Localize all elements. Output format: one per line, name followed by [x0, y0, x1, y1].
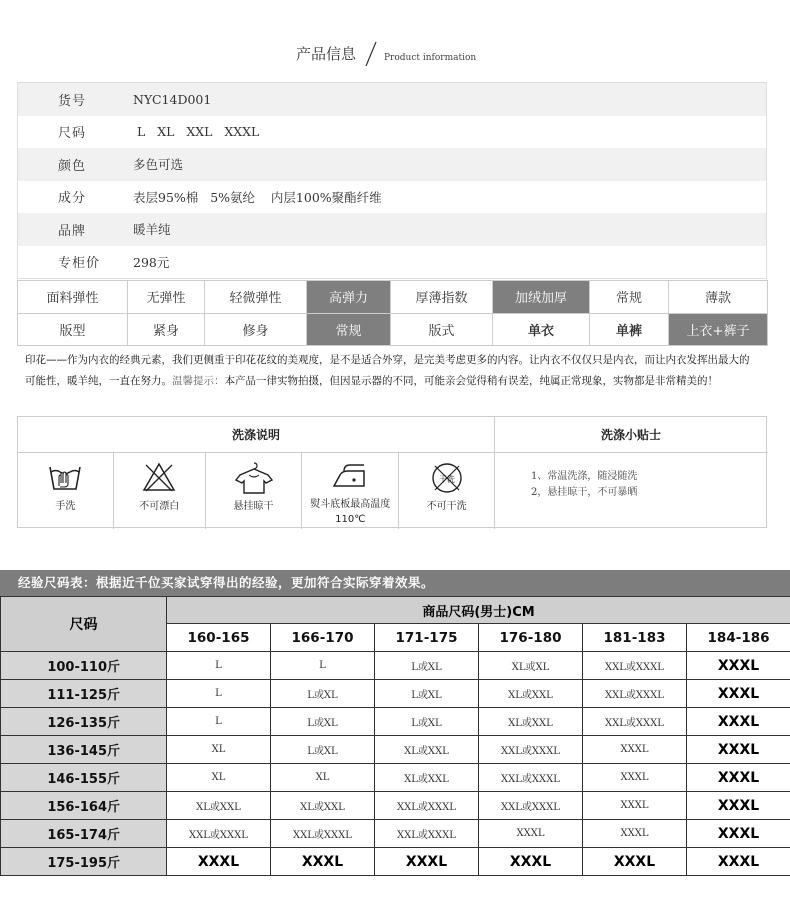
size-cell: XXXL — [375, 848, 479, 876]
size-cell: XL或XXL — [375, 736, 479, 764]
size-group-label: 商品尺码(男士)CM — [167, 597, 790, 624]
style-label: 版式 — [391, 313, 493, 346]
size-cell: XXXL — [583, 848, 687, 876]
info-row — [18, 181, 766, 214]
height-header: 160-165 — [167, 624, 271, 652]
info-value: 表层95%棉 5%氨纶 内层100%聚酯纤维 — [133, 189, 382, 205]
height-header: 176-180 — [479, 624, 583, 652]
size-row — [1, 848, 790, 876]
size-cell: L或XL — [375, 680, 479, 708]
care-tip: 2，悬挂晾干，不可暴晒 — [531, 487, 638, 498]
style-option: 单衣 — [493, 313, 590, 346]
info-key: 成分 — [58, 191, 87, 207]
no-bleach-icon — [141, 461, 177, 493]
no-dry-clean-icon — [429, 461, 465, 495]
size-cell: XXL或XXXL — [583, 708, 687, 736]
size-cell: XXL或XXXL — [479, 792, 583, 820]
properties-row — [18, 313, 768, 346]
size-cell: XXL或XXXL — [479, 764, 583, 792]
care-label: 手洗 — [55, 501, 76, 512]
size-cell: XL或XXL — [375, 764, 479, 792]
size-cell: XXL或XXXL — [583, 652, 687, 680]
weight-label: 146-155斤 — [1, 764, 167, 792]
size-cell: L或XL — [375, 708, 479, 736]
size-cell: XXL或XXXL — [271, 820, 375, 848]
description-tail: 本产品一律实物拍摄，但因显示器的不同，可能亲会觉得稍有误差，纯属正常现象，实物都是非常精美的！ — [224, 375, 718, 387]
care-item — [206, 453, 303, 529]
size-row — [1, 820, 790, 848]
size-cell: XXXL — [687, 764, 790, 792]
info-key: 专柜价 — [58, 256, 101, 272]
size-cell: L — [167, 708, 271, 736]
info-key: 货号 — [58, 93, 87, 109]
size-chart-banner: 经验尺码表：根据近千位买家试穿得出的经验，更加符合实际穿着效果。 — [0, 570, 790, 596]
care-item — [18, 453, 114, 529]
info-key: 颜色 — [58, 158, 87, 174]
size-cell: XXXL — [167, 848, 271, 876]
size-cell: XXL或XXXL — [375, 792, 479, 820]
size-cell: XXXL — [687, 708, 790, 736]
size-cell: XXXL — [687, 848, 790, 876]
elasticity-option-selected: 高弹力 — [307, 281, 391, 314]
info-row — [18, 148, 766, 181]
size-cell: XL — [167, 736, 271, 764]
weight-label: 156-164斤 — [1, 792, 167, 820]
hand-wash-icon — [47, 461, 83, 493]
warm-tip-label: 温馨提示： — [172, 375, 225, 387]
fit-option: 修身 — [205, 313, 307, 346]
size-cell: XL — [271, 764, 375, 792]
heading-title: 产品信息 — [296, 45, 357, 63]
care-label: 熨斗底板最高温度110℃ — [310, 499, 391, 525]
care-item — [399, 453, 494, 529]
size-cell: L或XL — [271, 736, 375, 764]
size-cell: L或XL — [271, 680, 375, 708]
info-value: NYC14D001 — [133, 91, 212, 107]
care-label: 不可漂白 — [139, 501, 180, 512]
size-cell: XXXL — [583, 736, 687, 764]
size-row — [1, 764, 790, 792]
elasticity-option: 无弹性 — [128, 281, 205, 314]
info-value: 暖羊纯 — [133, 222, 171, 238]
elasticity-label: 面料弹性 — [18, 281, 128, 314]
info-value: 多色可选 — [133, 157, 184, 173]
size-cell: XXXL — [687, 652, 790, 680]
info-key: 品牌 — [58, 223, 87, 239]
height-header: 181-183 — [583, 624, 687, 652]
height-header: 171-175 — [375, 624, 479, 652]
size-corner-label: 尺码 — [1, 597, 167, 652]
weight-label: 175-195斤 — [1, 848, 167, 876]
size-cell: XL或XXL — [271, 792, 375, 820]
weight-label: 111-125斤 — [1, 680, 167, 708]
iron-icon — [330, 461, 370, 491]
size-cell: XXXL — [687, 736, 790, 764]
size-cell: L — [167, 652, 271, 680]
height-header: 166-170 — [271, 624, 375, 652]
size-row — [1, 736, 790, 764]
size-row — [1, 792, 790, 820]
size-cell: L — [167, 680, 271, 708]
info-row — [18, 213, 766, 246]
info-key: 尺码 — [58, 126, 87, 142]
style-option-selected: 上衣+裤子 — [669, 313, 768, 346]
weight-label: 100-110斤 — [1, 652, 167, 680]
thickness-option: 常规 — [590, 281, 669, 314]
size-row — [1, 652, 790, 680]
care-tips-title: 洗涤小贴士 — [600, 428, 661, 442]
dry-clean-glyph: 干洗 — [438, 475, 455, 484]
thickness-label: 厚薄指数 — [391, 281, 493, 314]
care-icons — [18, 453, 495, 529]
size-cell: XXXL — [687, 680, 790, 708]
care-section — [17, 416, 767, 528]
fit-option-selected: 常规 — [307, 313, 391, 346]
elasticity-option: 轻微弹性 — [205, 281, 307, 314]
size-cell: XXXL — [687, 792, 790, 820]
size-cell: XXL或XXXL — [583, 680, 687, 708]
size-cell: XXXL — [479, 820, 583, 848]
product-properties-table — [17, 280, 768, 346]
product-info-table — [17, 82, 767, 279]
info-row — [18, 83, 766, 116]
fit-option: 紧身 — [128, 313, 205, 346]
hang-dry-icon — [234, 461, 274, 495]
size-cell: XXL或XXXL — [479, 736, 583, 764]
size-cell: XXXL — [271, 848, 375, 876]
size-cell: L — [271, 652, 375, 680]
size-cell: XL — [167, 764, 271, 792]
care-header — [18, 417, 768, 453]
size-cell: XXXL — [583, 820, 687, 848]
care-item — [302, 453, 399, 529]
fit-label: 版型 — [18, 313, 128, 346]
info-value: L XL XXL XXXL — [133, 124, 260, 140]
thickness-option: 薄款 — [669, 281, 768, 314]
description-main: 印花——作为内衣的经典元素，我们更侧重于印花花纹的美观度，是不是适合外穿，是完美考虑更多的内容。让内衣不仅仅只是内衣，而让内衣发挥出最大的可能性，暖羊纯，一直在努力。 — [25, 354, 750, 387]
height-header: 184-186 — [687, 624, 790, 652]
thickness-option-selected: 加绒加厚 — [493, 281, 590, 314]
size-cell: XXXL — [479, 848, 583, 876]
style-option: 单裤 — [590, 313, 669, 346]
care-tip: 1、常温洗涤，随浸随洗 — [531, 471, 638, 482]
size-chart-table — [0, 596, 790, 876]
properties-row — [18, 281, 768, 314]
product-description — [17, 347, 767, 412]
size-cell: XL或XXL — [479, 680, 583, 708]
care-title: 洗涤说明 — [18, 417, 495, 453]
size-cell: XXXL — [583, 764, 687, 792]
slash-divider — [364, 40, 378, 68]
size-cell: XXL或XXXL — [167, 820, 271, 848]
care-tips — [531, 469, 637, 501]
weight-label: 126-135斤 — [1, 708, 167, 736]
size-cell: XL或XL — [479, 652, 583, 680]
size-row — [1, 708, 790, 736]
size-header-row — [1, 597, 790, 624]
size-cell: XL或XXL — [479, 708, 583, 736]
info-value: 298元 — [133, 254, 170, 270]
care-item — [114, 453, 206, 529]
section-heading — [0, 40, 790, 70]
heading-subtitle: Product information — [384, 53, 477, 63]
size-cell: XXXL — [687, 820, 790, 848]
info-row — [18, 246, 766, 279]
info-row — [18, 116, 766, 149]
size-cell: XL或XXL — [167, 792, 271, 820]
weight-label: 165-174斤 — [1, 820, 167, 848]
care-label: 悬挂晾干 — [233, 501, 274, 512]
size-cell: L或XL — [375, 652, 479, 680]
weight-label: 136-145斤 — [1, 736, 167, 764]
size-row — [1, 680, 790, 708]
size-cell: XXXL — [583, 792, 687, 820]
size-cell: XXL或XXXL — [375, 820, 479, 848]
size-cell: L或XL — [271, 708, 375, 736]
care-label: 不可干洗 — [426, 501, 467, 512]
